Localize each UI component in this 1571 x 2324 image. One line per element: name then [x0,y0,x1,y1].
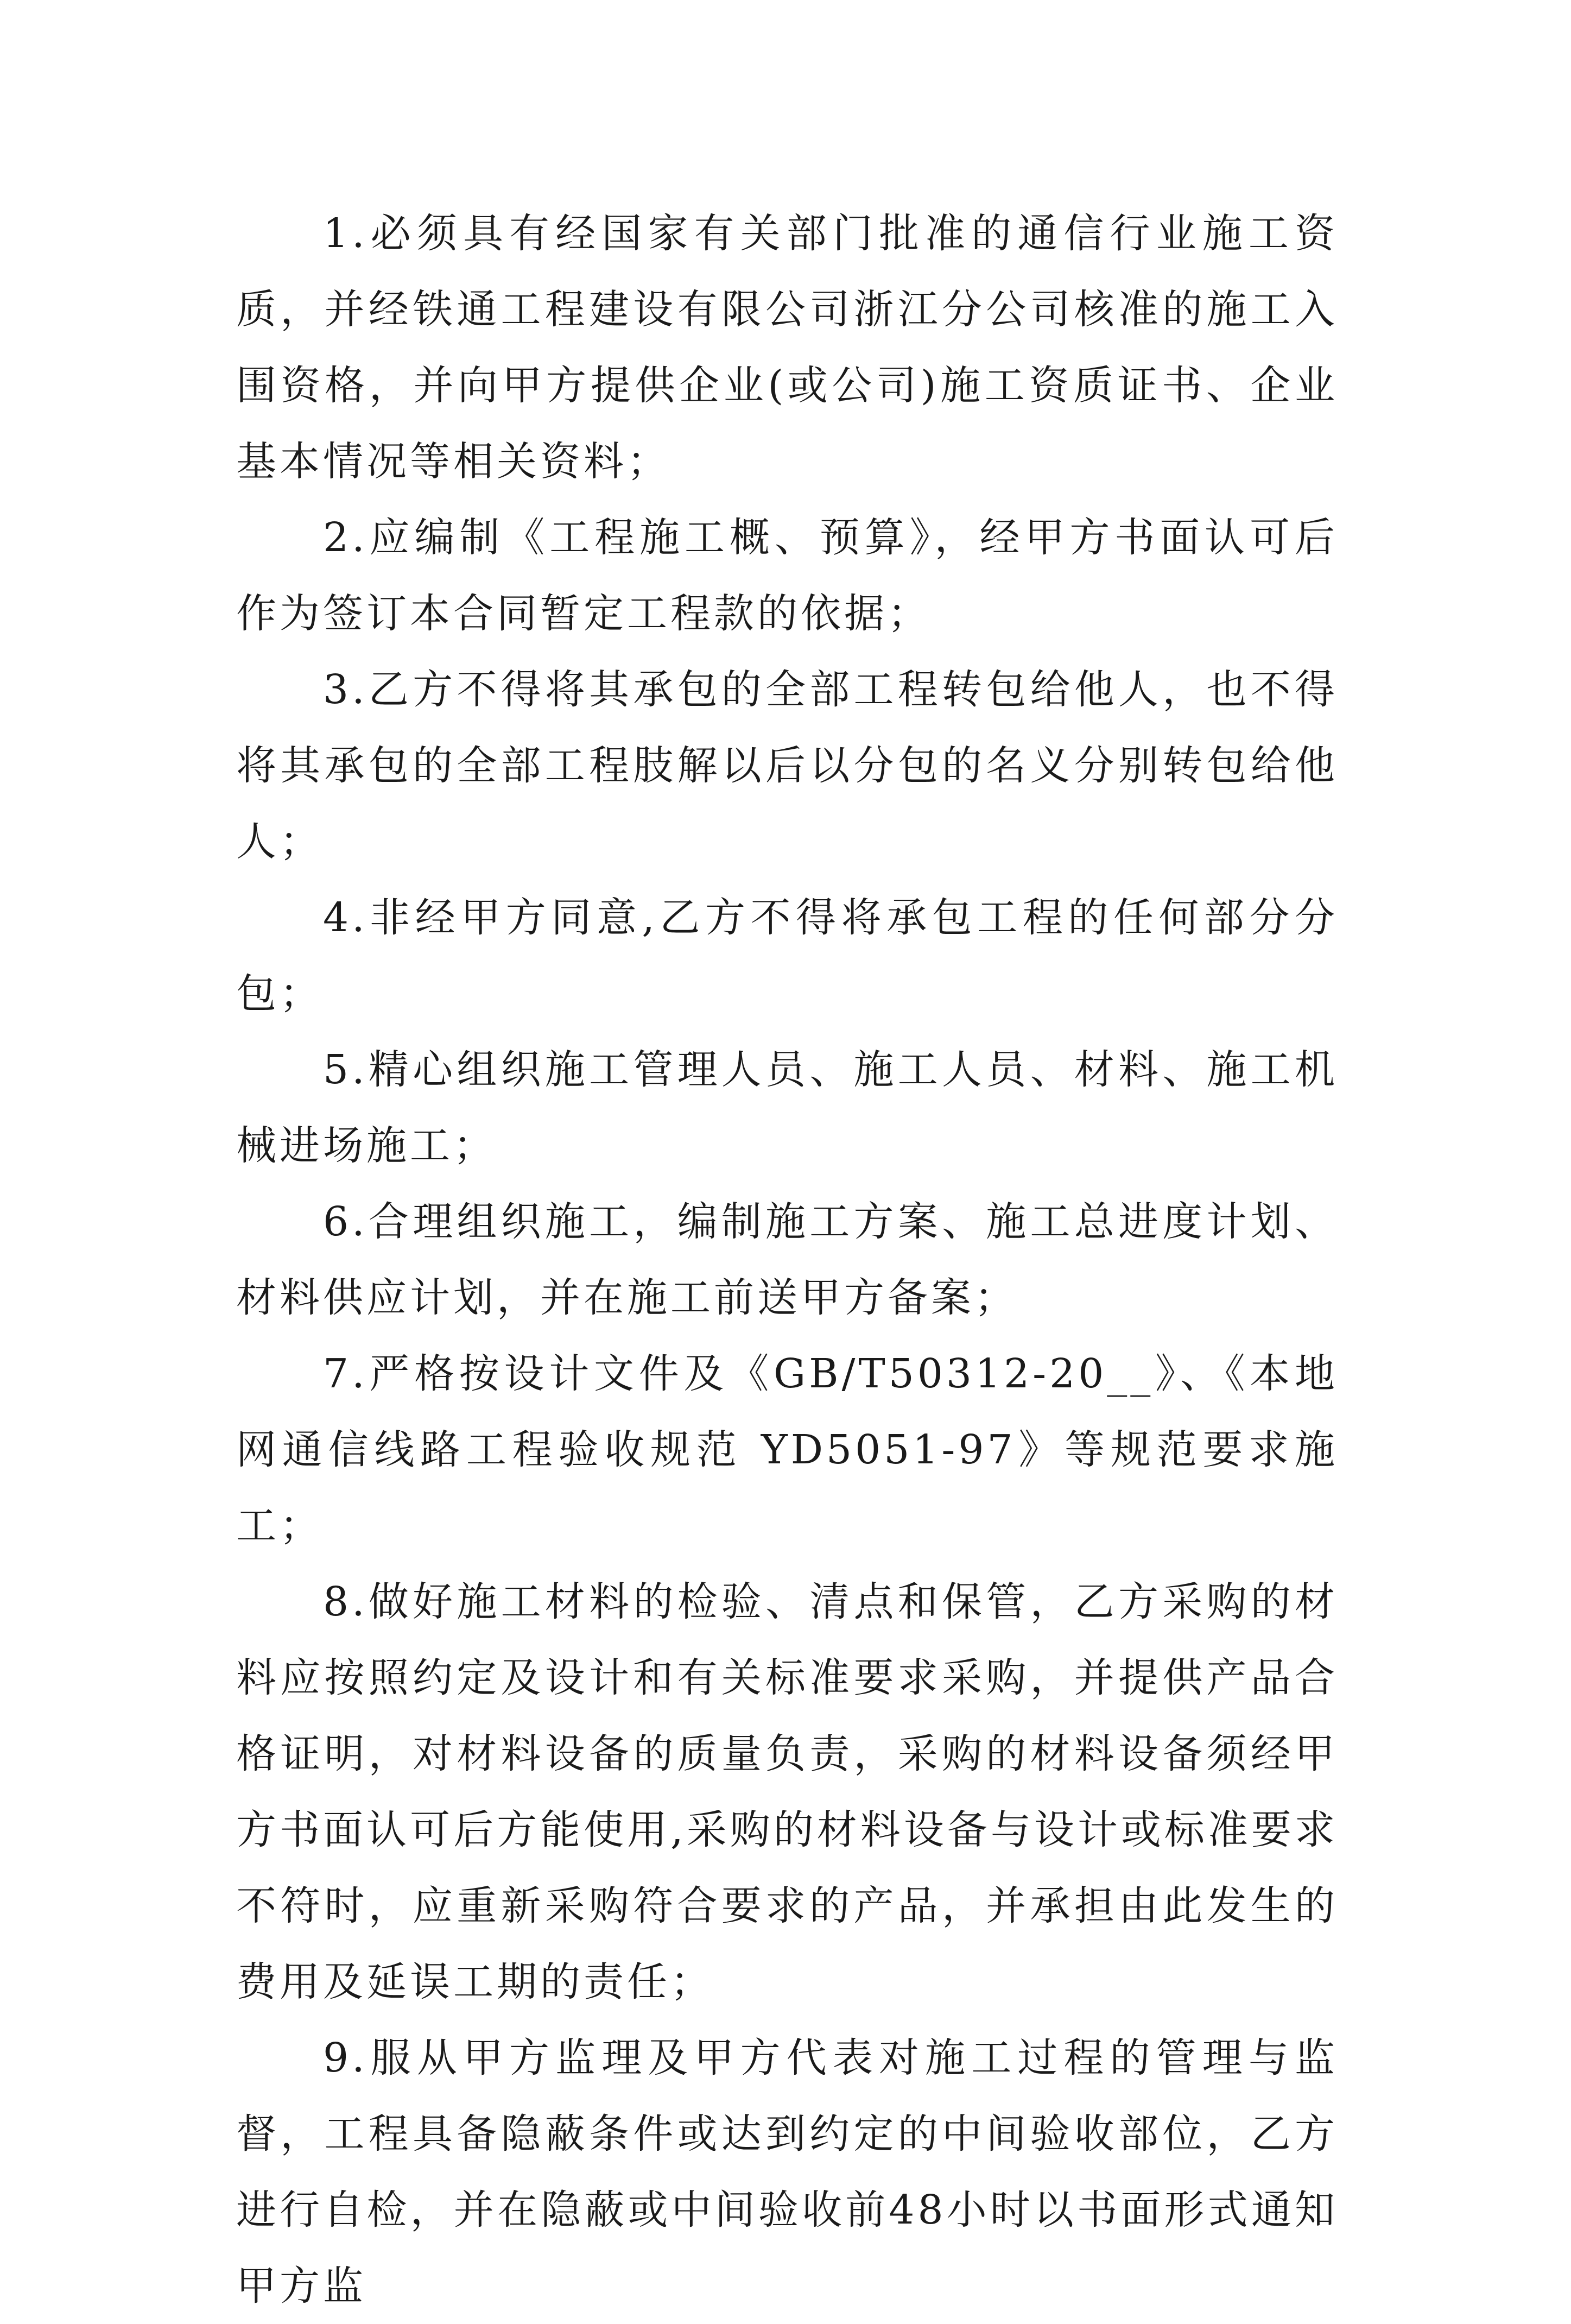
clause-1: 1.必须具有经国家有关部门批准的通信行业施工资质，并经铁通工程建设有限公司浙江分公司核准的施工入围资格，并向甲方提供企业(或公司)施工资质证书、企业基本情况等相关资料； [236,210,1338,485]
clause-3: 3.乙方不得将其承包的全部工程转包给他人，也不得将其承包的全部工程肢解以后以分包的名义分别转包给他人； [236,666,1338,865]
clause-8: 8.做好施工材料的检验、清点和保管，乙方采购的材料应按照约定及设计和有关标准要求采购，并提供产品合格证明，对材料设备的质量负责，采购的材料设备须经甲方书面认可后方能使用,采购的材料设备与设计或标准要求不符时，应重新采购符合要求的产品，并承担由此发生的费用及延误工期的责任； [236,1578,1338,2005]
clause-9: 9.服从甲方监理及甲方代表对施工过程的管理与监督，工程具备隐蔽条件或达到约定的中间验收部位，乙方进行自检，并在隐蔽或中间验收前48小时以书面形式通知甲方监 [236,2035,1338,2309]
clause-6: 6.合理组织施工，编制施工方案、施工总进度计划、材料供应计划，并在施工前送甲方备案； [236,1198,1338,1321]
clause-2: 2.应编制《工程施工概、预算》，经甲方书面认可后作为签订本合同暂定工程款的依据； [236,514,1338,637]
document-body [236,195,1338,2324]
clause-7: 7.严格按设计文件及《GB/T50312-20__》、《本地网通信线路工程验收规范 YD5051-97》等规范要求施工； [236,1350,1338,1549]
clause-4: 4.非经甲方同意,乙方不得将承包工程的任何部分分包； [236,894,1338,1017]
clause-5: 5.精心组织施工管理人员、施工人员、材料、施工机械进场施工； [236,1046,1338,1169]
